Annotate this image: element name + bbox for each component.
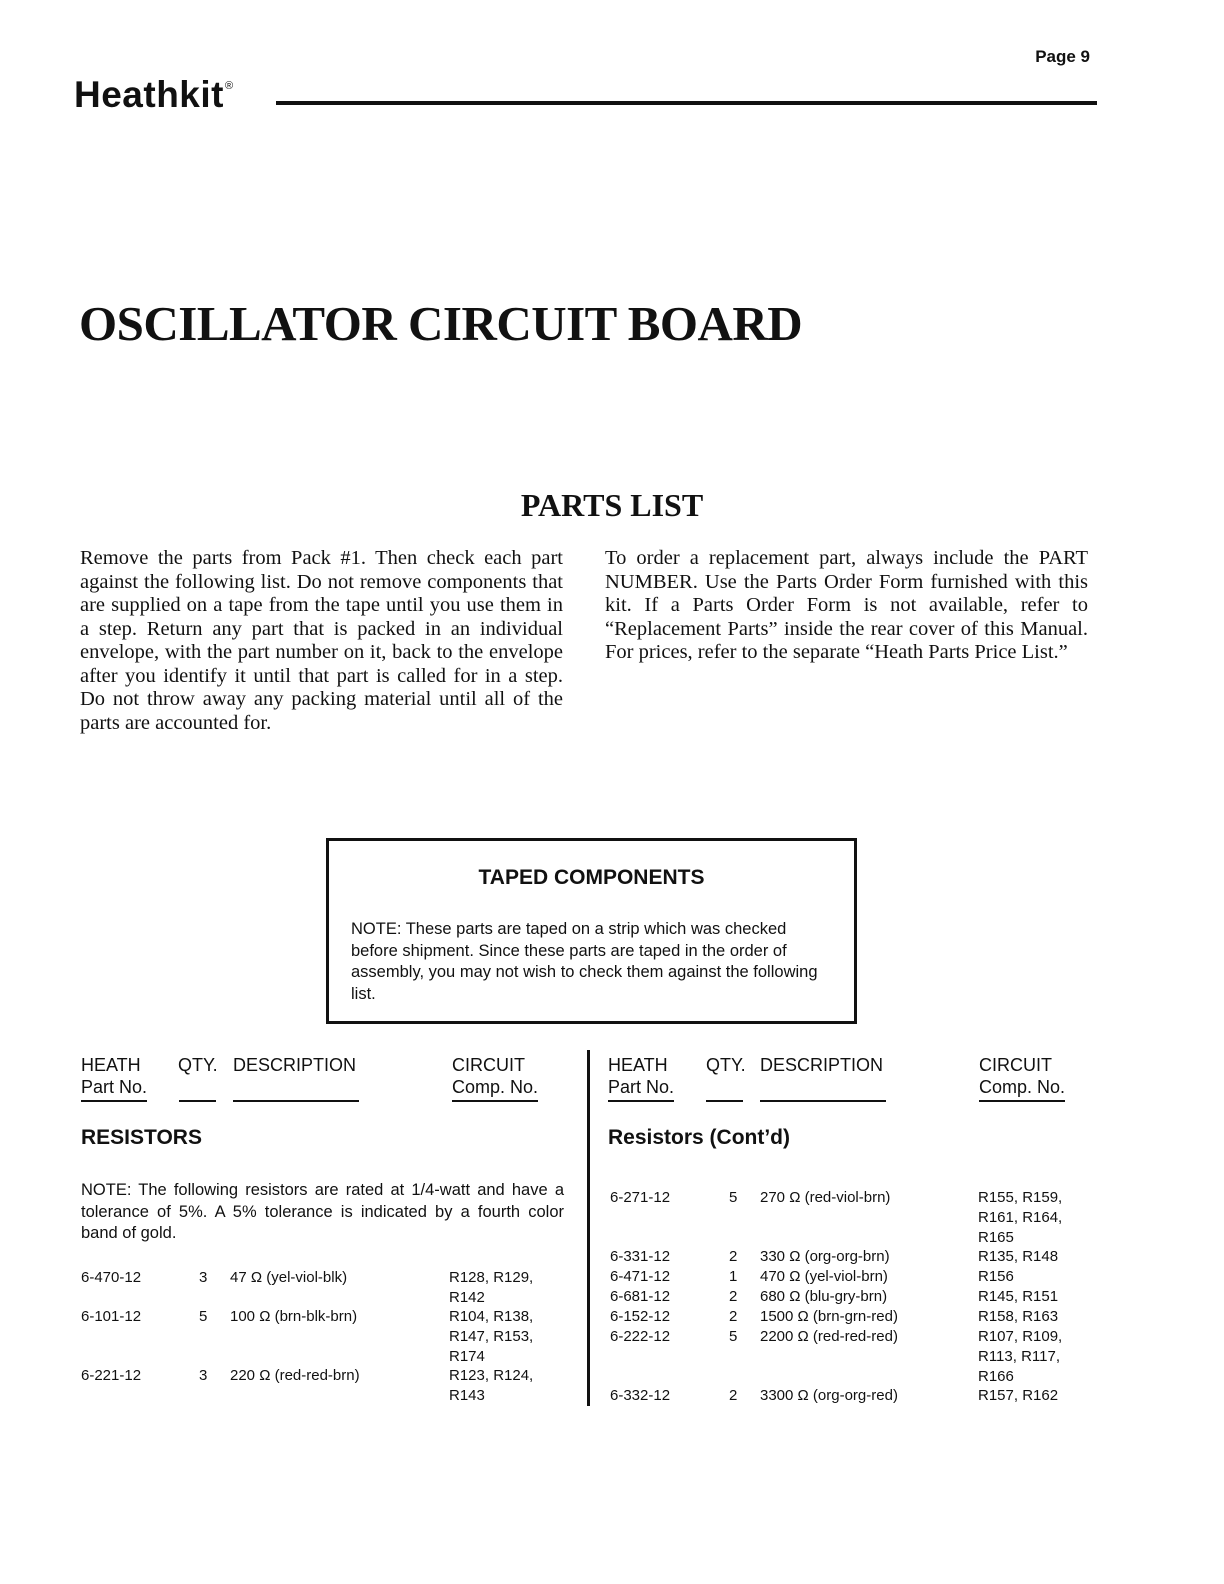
comp-no-line: R143 <box>449 1387 485 1404</box>
col-compno-label: Comp. No. <box>452 1076 538 1102</box>
taped-components-box <box>326 838 857 1024</box>
taped-components-title: TAPED COMPONENTS <box>478 866 705 889</box>
comp-no-line: R161, R164, <box>978 1209 1063 1226</box>
comp-no-line: R174 <box>449 1348 485 1365</box>
quantity: 2 <box>729 1387 738 1404</box>
part-number: 6-271-12 <box>610 1189 671 1206</box>
description: 270 Ω (red-viol-brn) <box>760 1189 891 1206</box>
comp-no-line: R128, R129, <box>449 1269 534 1286</box>
header-rule <box>276 101 1097 105</box>
page-number: Page 9 <box>1035 47 1090 66</box>
right-header-desc <box>760 1054 883 1076</box>
part-number: 6-222-12 <box>610 1328 671 1345</box>
column-divider <box>587 1050 590 1406</box>
left-qty-underline <box>179 1100 216 1102</box>
col-circuit-label: CIRCUIT <box>979 1055 1052 1075</box>
col-heath-label: HEATH <box>608 1055 668 1075</box>
quantity: 2 <box>729 1288 738 1305</box>
part-number: 6-331-12 <box>610 1248 671 1265</box>
circuit-comp-no <box>978 1267 1014 1287</box>
quantity: 1 <box>729 1268 738 1285</box>
col-heath-label: HEATH <box>81 1055 141 1075</box>
col-qty-label: QTY. <box>178 1055 218 1075</box>
left-header-desc <box>233 1054 356 1076</box>
description: 220 Ω (red-red-brn) <box>230 1367 360 1384</box>
col-circuit-label: CIRCUIT <box>452 1055 525 1075</box>
left-header-heath <box>81 1054 147 1102</box>
circuit-comp-no <box>978 1386 1058 1406</box>
comp-no-line: R104, R138, <box>449 1308 534 1325</box>
right-qty-underline <box>706 1100 743 1102</box>
description: 470 Ω (yel-viol-brn) <box>760 1268 888 1285</box>
comp-no-line: R165 <box>978 1229 1014 1246</box>
right-header-heath <box>608 1054 674 1102</box>
circuit-comp-no <box>449 1366 533 1406</box>
taped-components-note: NOTE: These parts are taped on a strip which was checked before shipment. Since these parts are taped in the order of assembly, you may not wish to check them against the following list. <box>351 920 818 1003</box>
part-number: 6-471-12 <box>610 1268 671 1285</box>
description: 1500 Ω (brn-grn-red) <box>760 1308 898 1325</box>
comp-no-line: R123, R124, <box>449 1367 534 1384</box>
circuit-comp-no <box>978 1327 1062 1387</box>
circuit-comp-no <box>978 1287 1058 1307</box>
right-header-qty <box>706 1054 746 1076</box>
part-number: 6-152-12 <box>610 1308 671 1325</box>
col-desc-label: DESCRIPTION <box>233 1055 357 1075</box>
comp-no-line: R113, R117, <box>978 1348 1060 1365</box>
quantity: 5 <box>729 1189 738 1206</box>
circuit-comp-no <box>449 1307 533 1367</box>
comp-no-line: R145, R151 <box>978 1288 1059 1305</box>
part-number: 6-221-12 <box>81 1367 142 1384</box>
left-header-circuit <box>452 1054 538 1102</box>
comp-no-line: R147, R153, <box>449 1328 534 1345</box>
description: 100 Ω (brn-blk-brn) <box>230 1308 358 1325</box>
intro-right-paragraph: To order a replacement part, always include the PART NUMBER. Use the Parts Order Form furnished with this kit. If a Parts Order Form is not available, refer to “Replacement Parts” inside the rear cover of this Manual. For prices, refer to the separate “Heath Parts Price List.” <box>605 547 1088 663</box>
quantity: 2 <box>729 1308 738 1325</box>
col-qty-label: QTY. <box>706 1055 746 1075</box>
circuit-comp-no <box>978 1247 1058 1267</box>
resistors-contd-heading: Resistors (Cont’d) <box>608 1126 791 1149</box>
part-number: 6-332-12 <box>610 1387 671 1404</box>
quantity: 3 <box>199 1269 208 1286</box>
resistors-note: NOTE: The following resistors are rated at 1/4-watt and have a tolerance of 5%. A 5% tolerance is indicated by a fourth color band of gold. <box>81 1181 564 1242</box>
part-number: 6-470-12 <box>81 1269 142 1286</box>
description: 330 Ω (org-org-brn) <box>760 1248 890 1265</box>
description: 680 Ω (blu-gry-brn) <box>760 1288 888 1305</box>
quantity: 3 <box>199 1367 208 1384</box>
section-title: PARTS LIST <box>520 487 704 523</box>
brand-logo <box>74 74 233 116</box>
right-desc-underline <box>760 1100 886 1102</box>
intro-left-paragraph: Remove the parts from Pack #1. Then check each part against the following list. Do not remove components that are supplied on a tape from the tape until you use them in a step. Return any part that is packed in an individual envelope, with the part number on it, back to the envelope after you identify it until that part is called for in a step. Do not throw away any packing material until all of the parts are accounted for. <box>80 547 563 734</box>
brand-name: Heathkit <box>74 74 224 115</box>
registered-mark: ® <box>224 80 234 92</box>
quantity: 2 <box>729 1248 738 1265</box>
description: 3300 Ω (org-org-red) <box>760 1387 898 1404</box>
comp-no-line: R166 <box>978 1368 1014 1385</box>
description: 2200 Ω (red-red-red) <box>760 1328 898 1345</box>
circuit-comp-no <box>978 1188 1062 1248</box>
quantity: 5 <box>729 1328 738 1345</box>
page-title: OSCILLATOR CIRCUIT BOARD <box>79 296 803 351</box>
comp-no-line: R158, R163 <box>978 1308 1059 1325</box>
comp-no-line: R155, R159, <box>978 1189 1063 1206</box>
comp-no-line: R142 <box>449 1289 485 1306</box>
circuit-comp-no <box>449 1268 533 1308</box>
left-header-qty <box>178 1054 218 1076</box>
description: 47 Ω (yel-viol-blk) <box>230 1269 348 1286</box>
quantity: 5 <box>199 1308 208 1325</box>
resistors-heading: RESISTORS <box>81 1126 202 1149</box>
col-partno-label: Part No. <box>81 1076 147 1102</box>
col-compno-label: Comp. No. <box>979 1076 1065 1102</box>
comp-no-line: R157, R162 <box>978 1387 1059 1404</box>
comp-no-line: R107, R109, <box>978 1328 1063 1345</box>
comp-no-line: R156 <box>978 1268 1014 1285</box>
comp-no-line: R135, R148 <box>978 1248 1059 1265</box>
left-desc-underline <box>233 1100 359 1102</box>
part-number: 6-681-12 <box>610 1288 671 1305</box>
col-desc-label: DESCRIPTION <box>760 1055 884 1075</box>
right-header-circuit <box>979 1054 1065 1102</box>
col-partno-label: Part No. <box>608 1076 674 1102</box>
part-number: 6-101-12 <box>81 1308 142 1325</box>
circuit-comp-no <box>978 1307 1058 1327</box>
